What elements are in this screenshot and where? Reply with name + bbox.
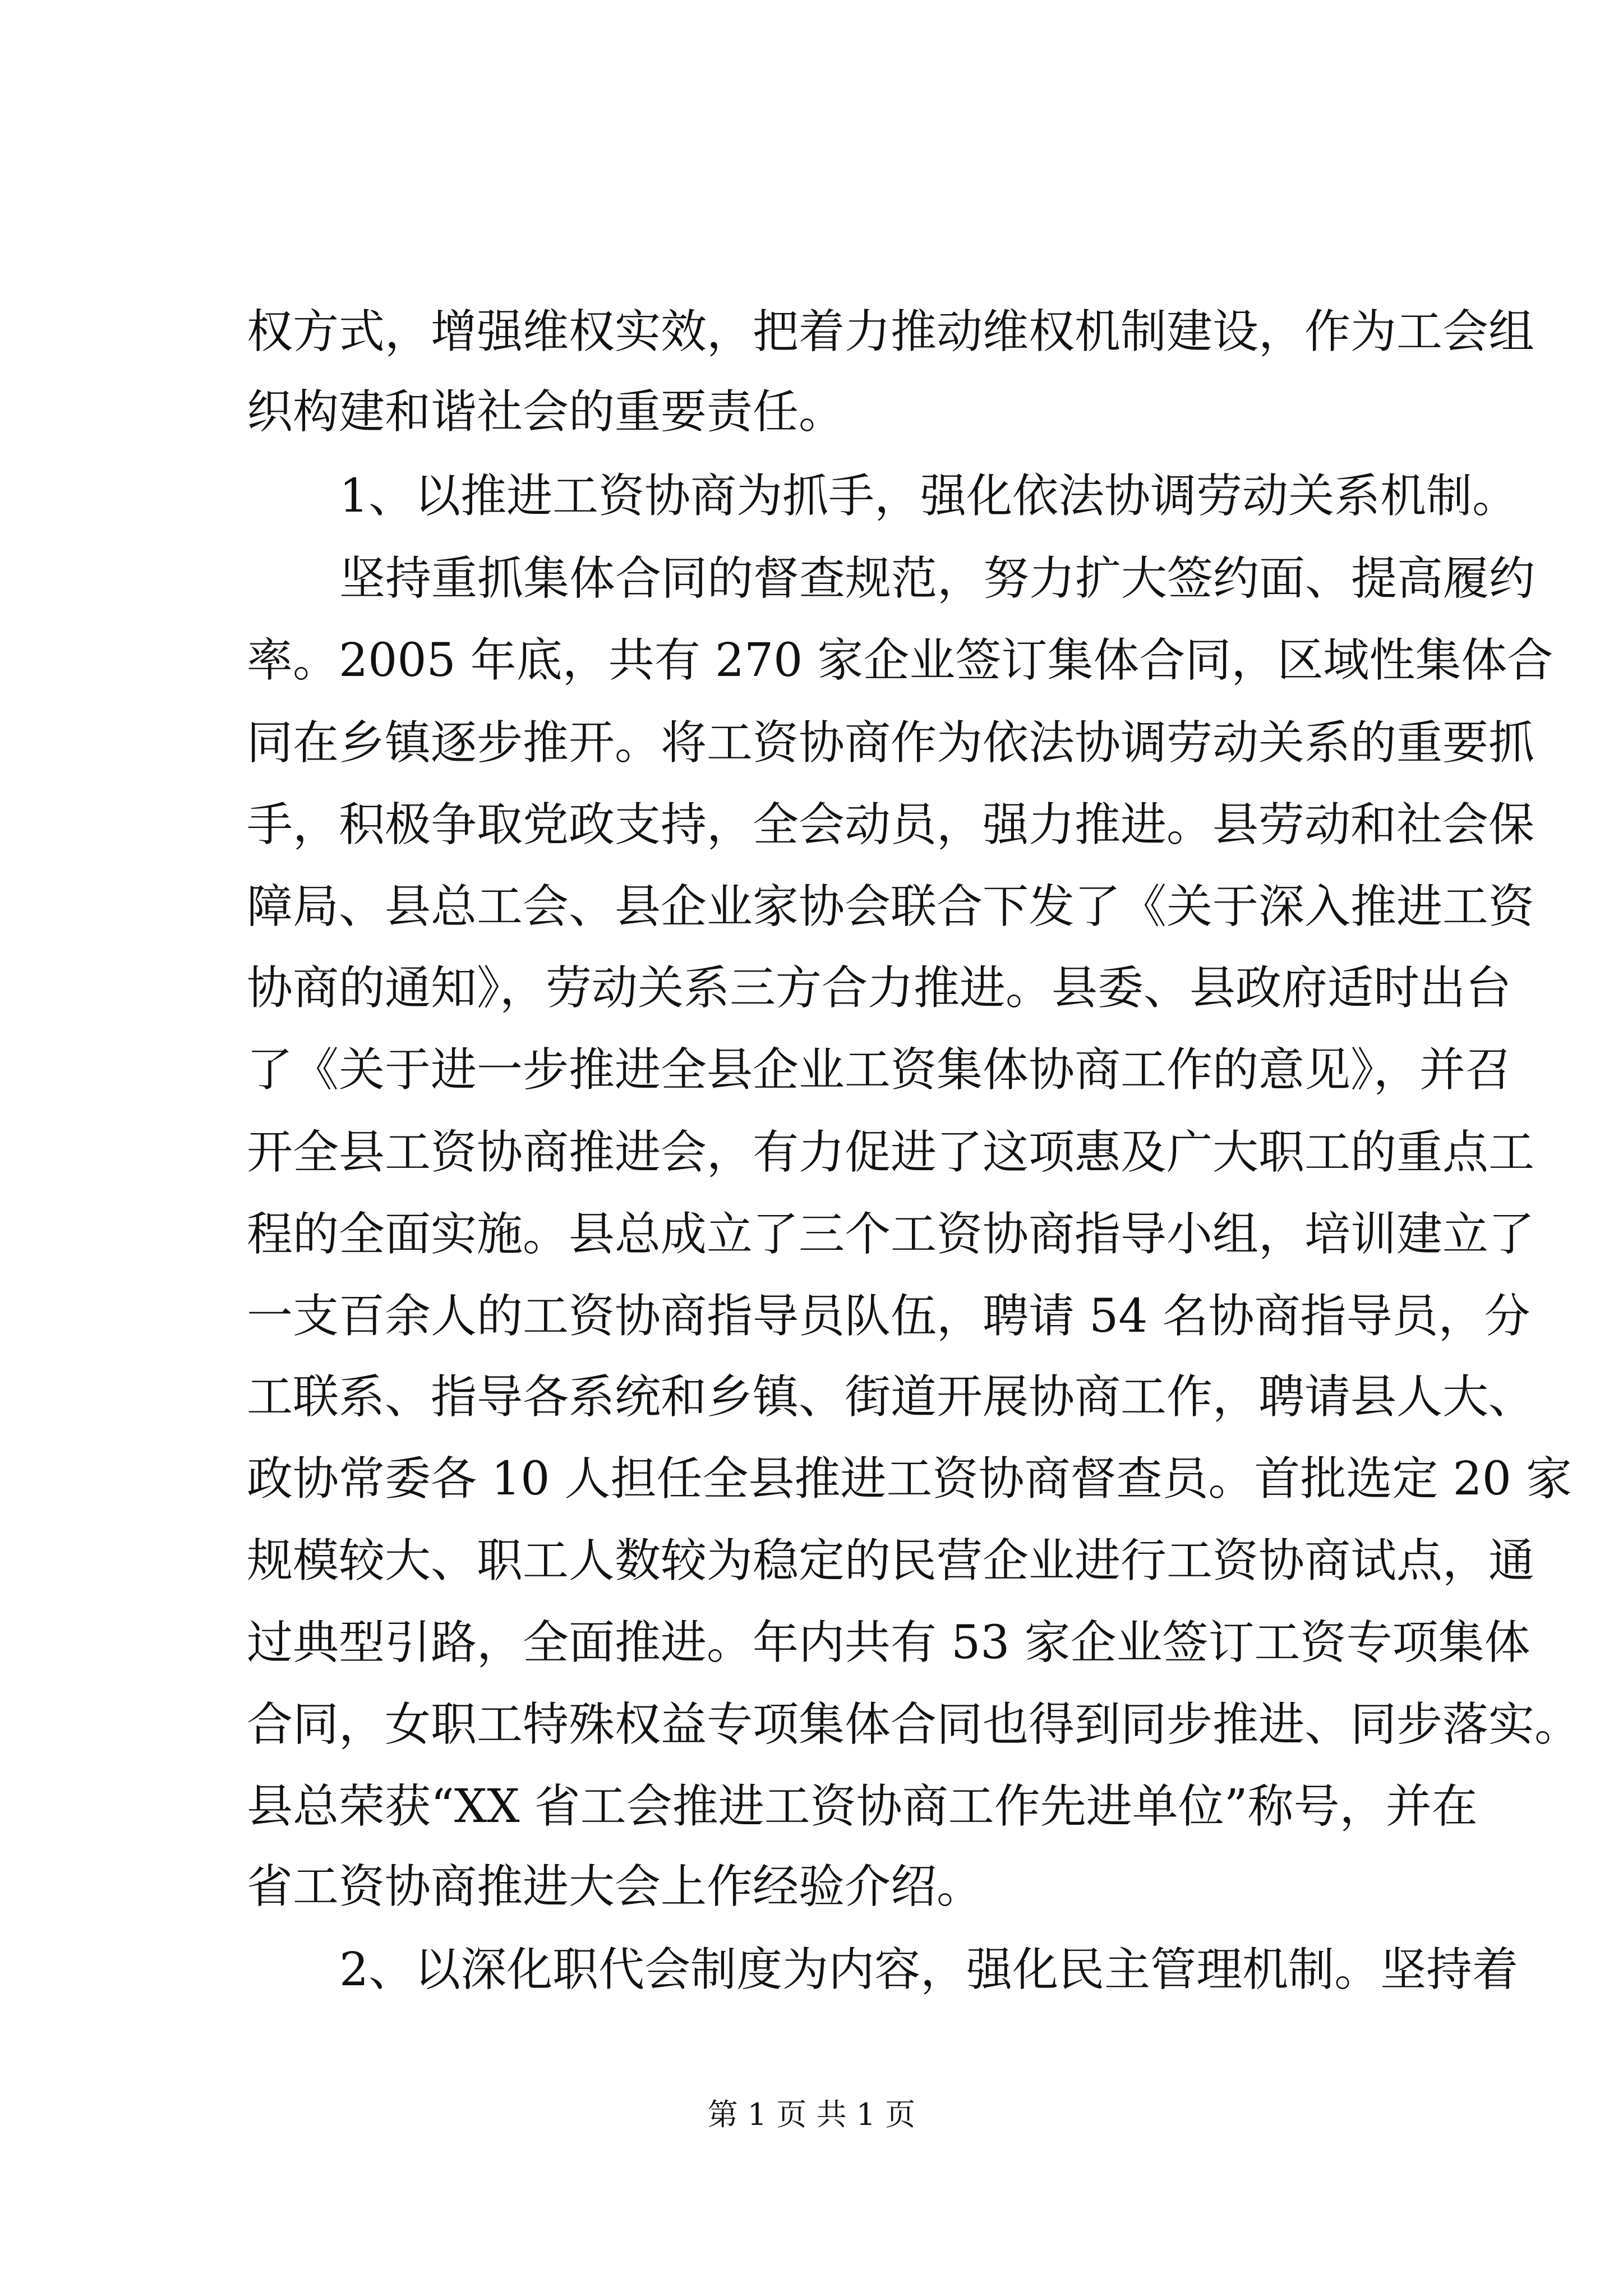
text-line: 手，积极争取党政支持，全会动员，强力推进。县劳动和社会保 (247, 798, 1535, 852)
section-heading-2: 2、以深化职代会制度为内容，强化民主管理机制。坚持着 (339, 1943, 1519, 1996)
text-line: 合同，女职工特殊权益专项集体合同也得到同步推进、同步落实。 (247, 1698, 1581, 1751)
text-line: 规模较大、职工人数较为稳定的民营企业进行工资协商试点，通 (247, 1534, 1535, 1588)
text-line: 省工资协商推进大会上作经验介绍。 (247, 1860, 983, 1913)
text-line: 过典型引路，全面推进。年内共有 53 家企业签订工资专项集体 (247, 1616, 1530, 1669)
text-line: 织构建和谐社会的重要责任。 (247, 385, 845, 439)
text-line: 率。2005 年底，共有 270 家企业签订集体合同，区域性集体合 (247, 634, 1553, 687)
text-line: 障局、县总工会、县企业家协会联合下发了《关于深入推进工资 (247, 880, 1535, 933)
page-number-footer: 第 1 页 共 1 页 (707, 2097, 916, 2132)
text-line: 开全县工资协商推进会，有力促进了这项惠及广大职工的重点工 (247, 1126, 1535, 1179)
text-line: 坚持重抓集体合同的督查规范，努力扩大签约面、提高履约 (339, 552, 1536, 605)
text-line: 政协常委各 10 人担任全县推进工资协商督查员。首批选定 20 家 (247, 1452, 1572, 1506)
text-line: 协商的通知》，劳动关系三方合力推进。县委、县政府适时出台 (247, 961, 1512, 1015)
text-line: 县总荣获“XX 省工会推进工资协商工作先进单位”称号，并在 (247, 1780, 1478, 1833)
text-line: 一支百余人的工资协商指导员队伍，聘请 54 名协商指导员，分 (247, 1290, 1530, 1343)
text-line: 了《关于进一步推进全县企业工资集体协商工作的意见》，并召 (247, 1043, 1512, 1097)
section-heading-1: 1、以推进工资协商为抓手，强化依法协调劳动关系机制。 (339, 470, 1519, 523)
text-line: 同在乡镇逐步推开。将工资协商作为依法协调劳动关系的重要抓 (247, 716, 1535, 770)
text-line: 权方式，增强维权实效，把着力推动维权机制建设，作为工会组 (247, 305, 1535, 358)
text-line: 工联系、指导各系统和乡镇、街道开展协商工作，聘请县人大、 (247, 1370, 1535, 1424)
text-line: 程的全面实施。县总成立了三个工资协商指导小组，培训建立了 (247, 1208, 1535, 1261)
